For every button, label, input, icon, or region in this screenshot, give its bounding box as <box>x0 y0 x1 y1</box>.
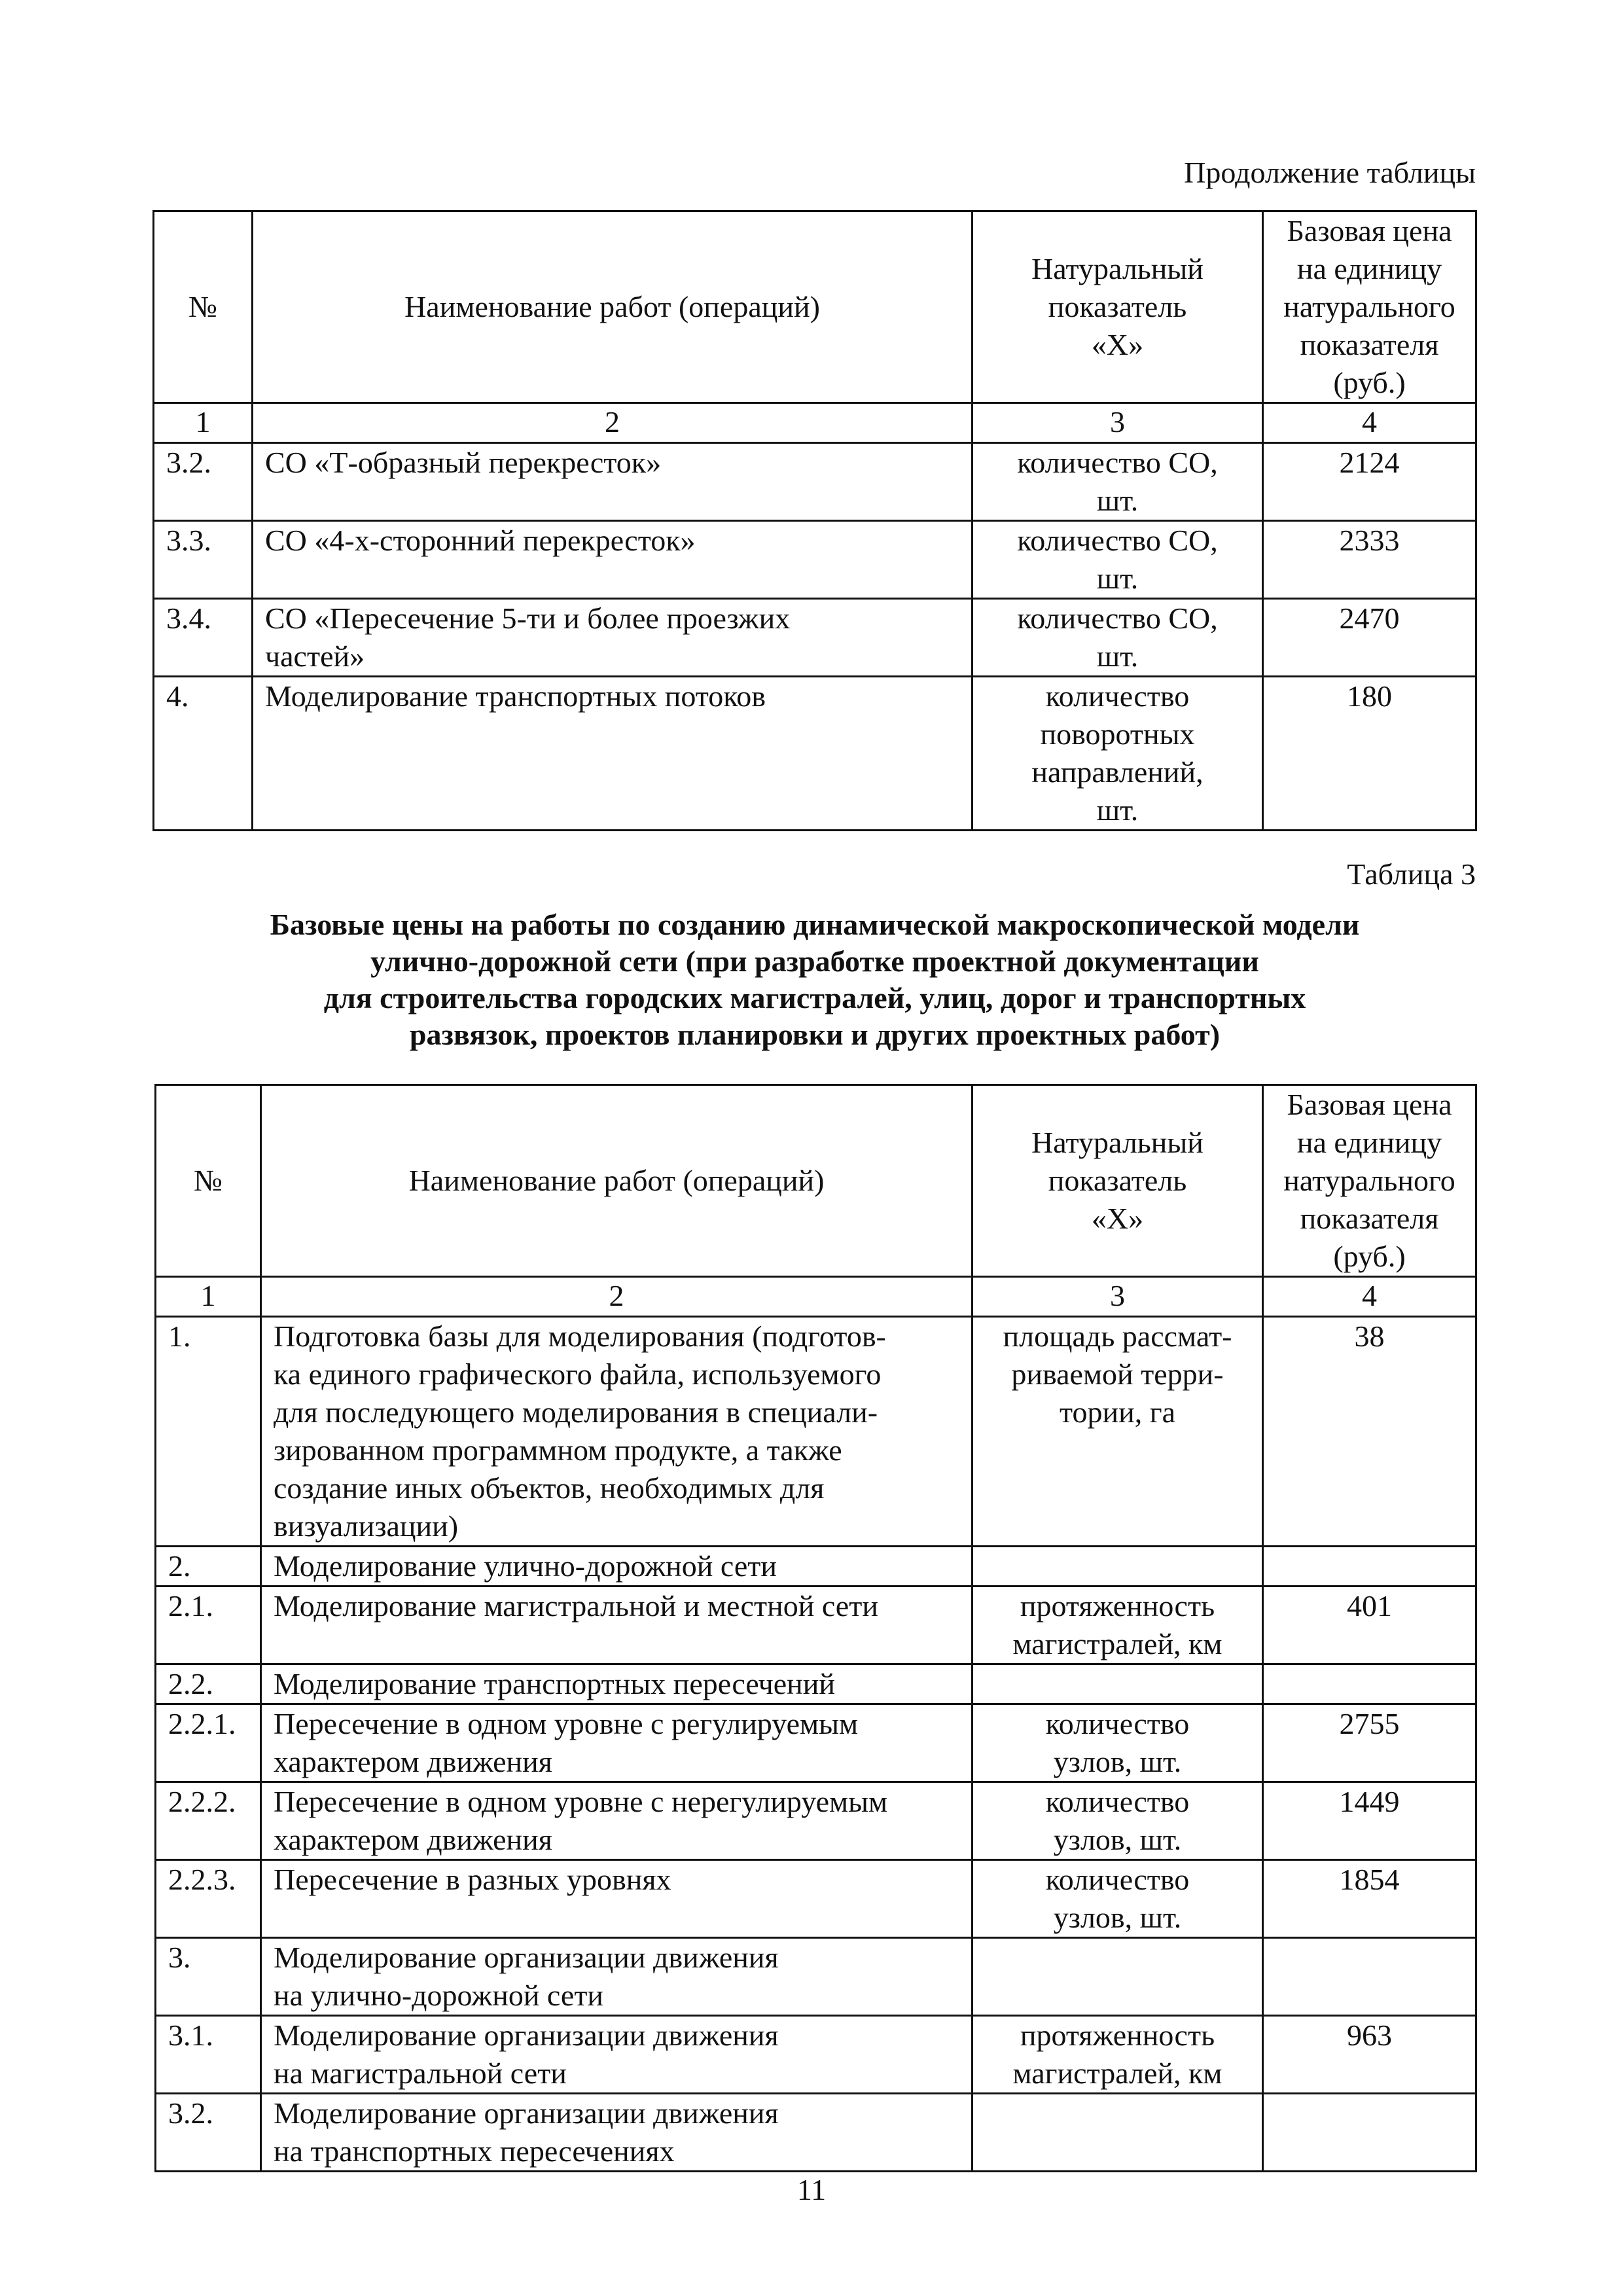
work-name-line: Подготовка базы для моделирования (подготов- <box>274 1319 886 1353</box>
work-name-line: частей» <box>265 639 365 673</box>
natural-indicator <box>972 1782 1263 1860</box>
base-price: 38 <box>1263 1317 1476 1547</box>
col-header-unit-line: Натуральный <box>1031 252 1204 285</box>
work-name <box>261 1664 972 1704</box>
work-name-line: зированном программном продукте, а также <box>274 1433 842 1467</box>
natural-indicator <box>972 1860 1263 1938</box>
work-name <box>261 2016 972 2094</box>
work-name <box>261 1704 972 1782</box>
table-row <box>156 1587 1476 1664</box>
work-name-line: визуализации) <box>274 1509 459 1543</box>
row-number: 2.2.1. <box>156 1704 261 1782</box>
col-header-unit-line: показатель <box>1048 290 1187 323</box>
table-row <box>156 2094 1476 2172</box>
work-name-line: на улично-дорожной сети <box>274 1979 604 2012</box>
column-number: 3 <box>972 1277 1263 1317</box>
col-header-num: № <box>154 211 253 403</box>
natural-indicator-line: поворотных <box>1040 717 1195 751</box>
row-number: 3.3. <box>154 521 253 599</box>
base-price: 2333 <box>1263 521 1476 599</box>
natural-indicator <box>972 443 1263 521</box>
header-row <box>156 1085 1476 1277</box>
natural-indicator <box>972 677 1263 831</box>
column-number: 2 <box>261 1277 972 1317</box>
table-title-line: развязок, проектов планировки и других проектных работ) <box>409 1018 1221 1051</box>
table-3 <box>154 1084 1477 2172</box>
col-header-name: Наименование работ (операций) <box>261 1085 972 1277</box>
work-name-line: СО «Пересечение 5-ти и более проезжих <box>265 601 791 635</box>
natural-indicator-line: тории, га <box>1059 1395 1175 1429</box>
table-row <box>156 1547 1476 1587</box>
base-price: 1854 <box>1263 1860 1476 1938</box>
work-name-line: создание иных объектов, необходимых для <box>274 1471 825 1505</box>
col-header-num: № <box>156 1085 261 1277</box>
work-name-line: Моделирование улично-дорожной сети <box>274 1549 777 1583</box>
table-continued <box>152 210 1477 831</box>
row-number: 2.2.3. <box>156 1860 261 1938</box>
natural-indicator-line: протяженность <box>1020 2018 1215 2052</box>
natural-indicator-line: шт. <box>1096 793 1139 827</box>
table-row <box>156 1860 1476 1938</box>
col-header-unit-line: «Х» <box>1091 328 1144 361</box>
row-number: 3.4. <box>154 599 253 677</box>
work-name-line: Моделирование транспортных пересечений <box>274 1667 836 1700</box>
col-header-price-line: показателя <box>1300 1202 1439 1235</box>
column-number: 1 <box>154 403 253 443</box>
natural-indicator-line: количество СО, <box>1017 601 1218 635</box>
natural-indicator-line: количество СО, <box>1017 446 1218 479</box>
work-name <box>261 1938 972 2016</box>
natural-indicator-line: шт. <box>1096 562 1139 595</box>
col-header-price-line: на единицу <box>1296 252 1442 285</box>
natural-indicator-line: направлений, <box>1031 755 1204 789</box>
col-header-price-line: (руб.) <box>1333 366 1406 399</box>
table-row <box>154 521 1476 599</box>
work-name-line: характером движения <box>274 1745 552 1778</box>
work-name <box>253 677 972 831</box>
column-number-row <box>154 403 1476 443</box>
table-title-line: улично-дорожной сети (при разработке проектной документации <box>370 944 1259 978</box>
col-header-price-line: Базовая цена <box>1287 1088 1452 1121</box>
table-body <box>154 443 1476 831</box>
natural-indicator <box>972 1317 1263 1547</box>
col-header-price-line: на единицу <box>1296 1126 1442 1159</box>
base-price: 2470 <box>1263 599 1476 677</box>
natural-indicator-line: количество <box>1045 679 1190 713</box>
column-number: 1 <box>156 1277 261 1317</box>
work-name <box>253 599 972 677</box>
base-price: 401 <box>1263 1587 1476 1664</box>
work-name <box>253 443 972 521</box>
work-name-line: СО «Т-образный перекресток» <box>265 446 662 479</box>
natural-indicator-line: протяженность <box>1020 1589 1215 1623</box>
work-name-line: Моделирование организации движения <box>274 2018 779 2052</box>
table-number-label: Таблица 3 <box>1347 857 1476 891</box>
row-number: 3.1. <box>156 2016 261 2094</box>
base-price: 1449 <box>1263 1782 1476 1860</box>
work-name-line: Пересечение в одном уровне с нерегулируемым <box>274 1785 888 1818</box>
column-number: 2 <box>253 403 972 443</box>
col-header-price <box>1263 211 1476 403</box>
table-body <box>156 1317 1476 2172</box>
natural-indicator-line: количество <box>1045 1707 1190 1740</box>
natural-indicator-line: количество СО, <box>1017 524 1218 557</box>
row-number: 2.2.2. <box>156 1782 261 1860</box>
continuation-label: Продолжение таблицы <box>1184 156 1476 189</box>
natural-indicator <box>972 1587 1263 1664</box>
work-name-line: Моделирование магистральной и местной сети <box>274 1589 878 1623</box>
base-price <box>1263 1547 1476 1587</box>
col-header-price-line: натурального <box>1283 1164 1455 1197</box>
table-row <box>154 599 1476 677</box>
column-number: 4 <box>1263 403 1476 443</box>
col-header-price <box>1263 1085 1476 1277</box>
natural-indicator <box>972 1704 1263 1782</box>
table-row <box>156 1704 1476 1782</box>
col-header-unit-line: показатель <box>1048 1164 1187 1197</box>
row-number: 3. <box>156 1938 261 2016</box>
natural-indicator <box>972 599 1263 677</box>
base-price <box>1263 1664 1476 1704</box>
work-name-line: на магистральной сети <box>274 2056 567 2090</box>
table-title-line: для строительства городских магистралей, улиц, дорог и транспортных <box>323 981 1306 1014</box>
base-price: 180 <box>1263 677 1476 831</box>
table-row <box>156 1664 1476 1704</box>
table-row <box>156 1938 1476 2016</box>
natural-indicator <box>972 521 1263 599</box>
natural-indicator <box>972 2016 1263 2094</box>
work-name <box>261 1782 972 1860</box>
work-name-line: Пересечение в разных уровнях <box>274 1863 671 1896</box>
base-price <box>1263 2094 1476 2172</box>
natural-indicator-line: риваемой терри- <box>1011 1357 1224 1391</box>
work-name-line: Моделирование транспортных потоков <box>265 679 766 713</box>
work-name-line: на транспортных пересечениях <box>274 2134 675 2168</box>
col-header-unit-line: Натуральный <box>1031 1126 1204 1159</box>
col-header-name: Наименование работ (операций) <box>253 211 972 403</box>
base-price: 963 <box>1263 2016 1476 2094</box>
table-row <box>156 1782 1476 1860</box>
header-row <box>154 211 1476 403</box>
natural-indicator-line: магистралей, км <box>1012 1627 1222 1660</box>
natural-indicator <box>972 1547 1263 1587</box>
work-name-line: для последующего моделирования в специали- <box>274 1395 878 1429</box>
table-row <box>156 1317 1476 1547</box>
col-header-unit <box>972 1085 1263 1277</box>
natural-indicator-line: магистралей, км <box>1012 2056 1222 2090</box>
column-number: 3 <box>972 403 1263 443</box>
column-number: 4 <box>1263 1277 1476 1317</box>
row-number: 2.1. <box>156 1587 261 1664</box>
work-name-line: Моделирование организации движения <box>274 1941 779 1974</box>
work-name-line: Пересечение в одном уровне с регулируемым <box>274 1707 859 1740</box>
work-name <box>253 521 972 599</box>
table-title <box>154 906 1475 1053</box>
natural-indicator-line: шт. <box>1096 484 1139 517</box>
work-name <box>261 1587 972 1664</box>
natural-indicator <box>972 1938 1263 2016</box>
row-number: 4. <box>154 677 253 831</box>
work-name <box>261 1547 972 1587</box>
col-header-price-line: Базовая цена <box>1287 214 1452 247</box>
table-row <box>156 2016 1476 2094</box>
natural-indicator-line: количество <box>1045 1863 1190 1896</box>
base-price: 2755 <box>1263 1704 1476 1782</box>
col-header-price-line: показателя <box>1300 328 1439 361</box>
natural-indicator <box>972 1664 1263 1704</box>
work-name <box>261 1317 972 1547</box>
base-price: 2124 <box>1263 443 1476 521</box>
col-header-unit <box>972 211 1263 403</box>
work-name-line: характером движения <box>274 1823 552 1856</box>
row-number: 3.2. <box>156 2094 261 2172</box>
natural-indicator-line: узлов, шт. <box>1053 1901 1182 1934</box>
work-name-line: Моделирование организации движения <box>274 2096 779 2130</box>
page-number: 11 <box>796 2173 827 2206</box>
natural-indicator-line: шт. <box>1096 639 1139 673</box>
row-number: 3.2. <box>154 443 253 521</box>
work-name-line: ка единого графического файла, используемого <box>274 1357 882 1391</box>
base-price <box>1263 1938 1476 2016</box>
row-number: 2.2. <box>156 1664 261 1704</box>
column-number-row <box>156 1277 1476 1317</box>
table-row <box>154 677 1476 831</box>
col-header-price-line: (руб.) <box>1333 1240 1406 1273</box>
natural-indicator-line: площадь рассмат- <box>1003 1319 1232 1353</box>
work-name <box>261 1860 972 1938</box>
table-row <box>154 443 1476 521</box>
natural-indicator <box>972 2094 1263 2172</box>
work-name-line: СО «4-х-сторонний перекресток» <box>265 524 696 557</box>
col-header-price-line: натурального <box>1283 290 1455 323</box>
col-header-unit-line: «Х» <box>1091 1202 1144 1235</box>
work-name <box>261 2094 972 2172</box>
natural-indicator-line: узлов, шт. <box>1053 1745 1182 1778</box>
table-title-line: Базовые цены на работы по созданию динамической макроскопической модели <box>270 908 1360 941</box>
natural-indicator-line: узлов, шт. <box>1053 1823 1182 1856</box>
row-number: 2. <box>156 1547 261 1587</box>
row-number: 1. <box>156 1317 261 1547</box>
natural-indicator-line: количество <box>1045 1785 1190 1818</box>
